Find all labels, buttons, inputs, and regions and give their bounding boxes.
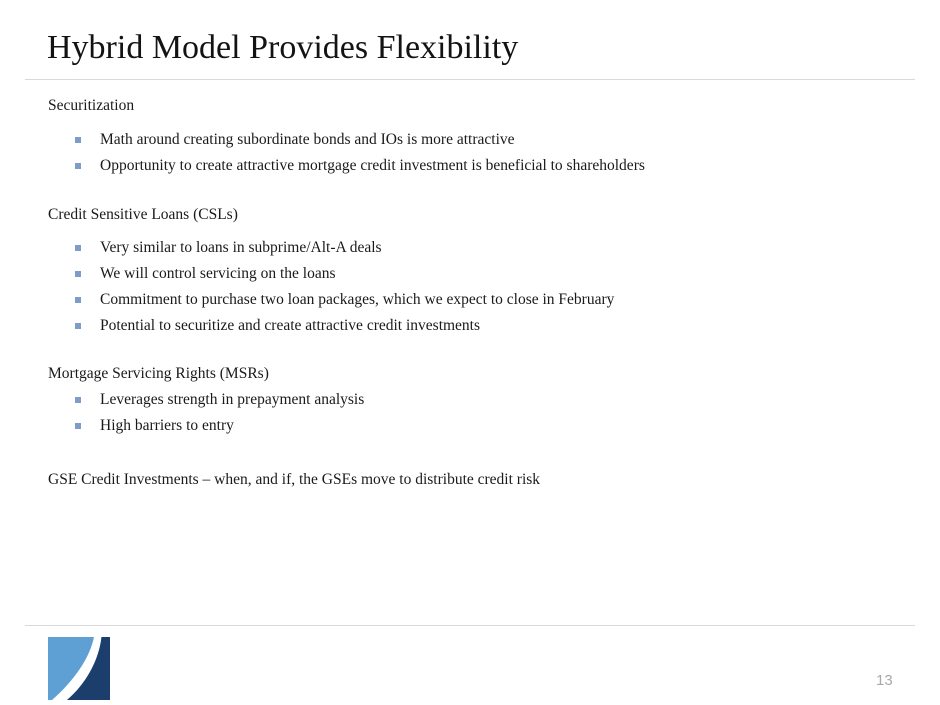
section-heading: Securitization [48, 97, 135, 114]
section-heading: Mortgage Servicing Rights (MSRs) [48, 365, 269, 382]
list-item [48, 387, 900, 413]
section-heading: Credit Sensitive Loans (CSLs) [48, 206, 238, 223]
bullet-square-icon [75, 297, 81, 303]
bullet-square-icon [75, 245, 81, 251]
section-gse-credit-investments [48, 470, 900, 490]
bullet-square-icon [75, 163, 81, 169]
list-item [48, 313, 900, 339]
section-mortgage-servicing-rights [48, 364, 900, 439]
bullet-square-icon [75, 271, 81, 277]
bullet-square-icon [75, 397, 81, 403]
bullet-text: Potential to securitize and create attractive credit investments [100, 317, 481, 334]
list-item [48, 261, 900, 287]
bullet-text: High barriers to entry [100, 417, 234, 434]
bullet-text: We will control servicing on the loans [100, 265, 336, 282]
list-item [48, 153, 900, 179]
bullet-list [48, 235, 900, 339]
bullet-text: Very similar to loans in subprime/Alt-A deals [100, 239, 382, 256]
footer-divider [25, 625, 915, 626]
title-divider [25, 79, 915, 80]
company-logo-icon [48, 637, 110, 700]
bullet-text: Commitment to purchase two loan packages, which we expect to close in February [100, 291, 615, 308]
bullet-square-icon [75, 137, 81, 143]
slide-title: Hybrid Model Provides Flexibility [47, 29, 519, 66]
bullet-text: Math around creating subordinate bonds and IOs is more attractive [100, 131, 515, 148]
page-number: 13 [876, 672, 893, 689]
bullet-text: Leverages strength in prepayment analysis [100, 391, 365, 408]
list-item [48, 235, 900, 261]
bullet-square-icon [75, 323, 81, 329]
list-item [48, 127, 900, 153]
bullet-square-icon [75, 423, 81, 429]
list-item [48, 287, 900, 313]
section-securitization [48, 96, 900, 179]
bullet-list [48, 387, 900, 439]
bullet-list [48, 127, 900, 179]
list-item [48, 413, 900, 439]
section-heading: GSE Credit Investments – when, and if, the GSEs move to distribute credit risk [48, 471, 541, 488]
section-credit-sensitive-loans [48, 205, 900, 339]
bullet-text: Opportunity to create attractive mortgage credit investment is beneficial to shareholders [100, 157, 645, 174]
